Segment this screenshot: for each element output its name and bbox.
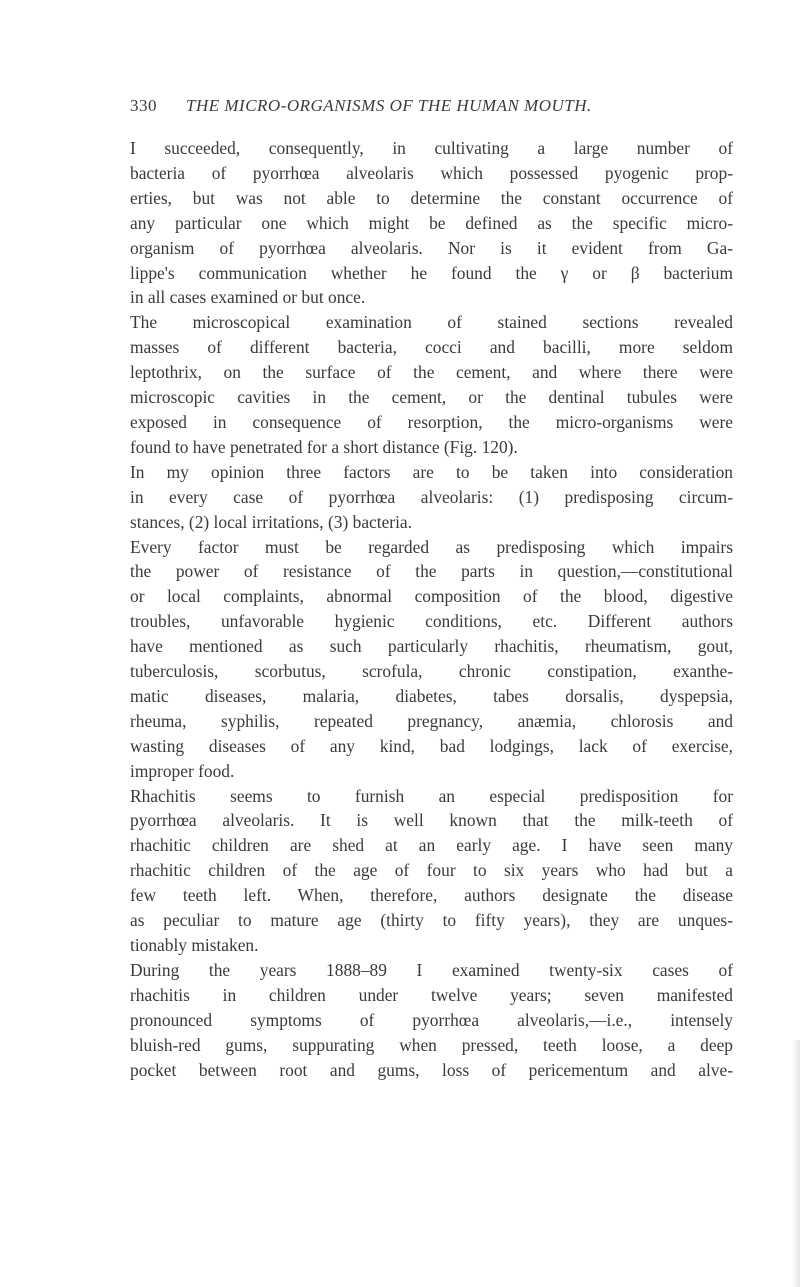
- text-line: few teeth left. When, therefore, authors designate the disease: [130, 885, 733, 906]
- page-number: 330: [130, 96, 157, 115]
- paragraph: [130, 535, 733, 784]
- text-line: lippe's communication whether he found the γ or β bacterium: [130, 262, 733, 283]
- text-line: matic diseases, malaria, diabetes, tabes dorsalis, dyspepsia,: [130, 685, 733, 706]
- paragraph: [130, 310, 733, 459]
- running-title: THE MICRO-ORGANISMS OF THE HUMAN MOUTH.: [186, 96, 592, 115]
- text-line: or local complaints, abnormal composition of the blood, digestive: [130, 586, 733, 607]
- text-line: rheuma, syphilis, repeated pregnancy, anæmia, chlorosis and: [130, 710, 733, 731]
- text-line: The microscopical examination of stained sections revealed: [130, 312, 733, 333]
- paragraph: [130, 136, 733, 310]
- text-line: organism of pyorrhœa alveolaris. Nor is it evident from Ga-: [130, 237, 733, 258]
- text-line: rhachitic children are shed at an early age. I have seen many: [130, 835, 733, 856]
- text-line: masses of different bacteria, cocci and bacilli, more seldom: [130, 337, 733, 358]
- text-line: Every factor must be regarded as predisposing which impairs: [130, 536, 733, 557]
- page-edge-shadow: [792, 1040, 800, 1287]
- text-line: erties, but was not able to determine the constant occurrence of: [130, 187, 733, 208]
- text-line: any particular one which might be defined as the specific micro-: [130, 212, 733, 233]
- text-line: Rhachitis seems to furnish an especial predisposition for: [130, 785, 733, 806]
- text-line: pocket between root and gums, loss of pericementum and alve-: [130, 1059, 733, 1080]
- text-line: microscopic cavities in the cement, or the dentinal tubules were: [130, 387, 733, 408]
- text-line: stances, (2) local irritations, (3) bacteria.: [130, 511, 412, 532]
- body-text: [130, 136, 733, 1082]
- text-line: rhachitic children of the age of four to six years who had but a: [130, 860, 733, 881]
- text-line: pyorrhœa alveolaris. It is well known that the milk-teeth of: [130, 810, 733, 831]
- text-line: tionably mistaken.: [130, 935, 259, 955]
- text-line: I succeeded, consequently, in cultivating a large number of: [130, 138, 733, 158]
- text-line: bluish-red gums, suppurating when pressed, teeth loose, a deep: [130, 1034, 733, 1055]
- text-line: have mentioned as such particularly rhachitis, rheumatism, gout,: [130, 636, 733, 657]
- text-line: In my opinion three factors are to be taken into consideration: [130, 461, 733, 482]
- text-line: as peculiar to mature age (thirty to fifty years), they are unques-: [130, 910, 733, 931]
- paragraph: [130, 958, 733, 1083]
- text-line: the power of resistance of the parts in question,—constitutional: [130, 561, 733, 582]
- text-line: tuberculosis, scorbutus, scrofula, chronic constipation, exanthe-: [130, 661, 733, 682]
- paragraph: [130, 460, 733, 535]
- text-line: pronounced symptoms of pyorrhœa alveolaris,—i.e., intensely: [130, 1009, 733, 1030]
- running-head: [130, 96, 720, 122]
- text-line: in all cases examined or but once.: [130, 287, 366, 308]
- text-line: rhachitis in children under twelve years; seven manifested: [130, 984, 733, 1005]
- text-line: troubles, unfavorable hygienic conditions, etc. Different authors: [130, 611, 733, 632]
- text-line: wasting diseases of any kind, bad lodgings, lack of exercise,: [130, 735, 733, 756]
- text-line: leptothrix, on the surface of the cement, and where there were: [130, 362, 733, 383]
- text-line: During the years 1888–89 I examined twenty-six cases of: [130, 959, 733, 980]
- paragraph: [130, 784, 733, 958]
- text-line: in every case of pyorrhœa alveolaris: (1) predisposing circum-: [130, 486, 733, 507]
- text-line: improper food.: [130, 760, 235, 781]
- text-line: exposed in consequence of resorption, the micro-organisms were: [130, 411, 733, 432]
- text-line: bacteria of pyorrhœa alveolaris which possessed pyogenic prop-: [130, 162, 733, 183]
- text-line: found to have penetrated for a short distance (Fig. 120).: [130, 436, 518, 457]
